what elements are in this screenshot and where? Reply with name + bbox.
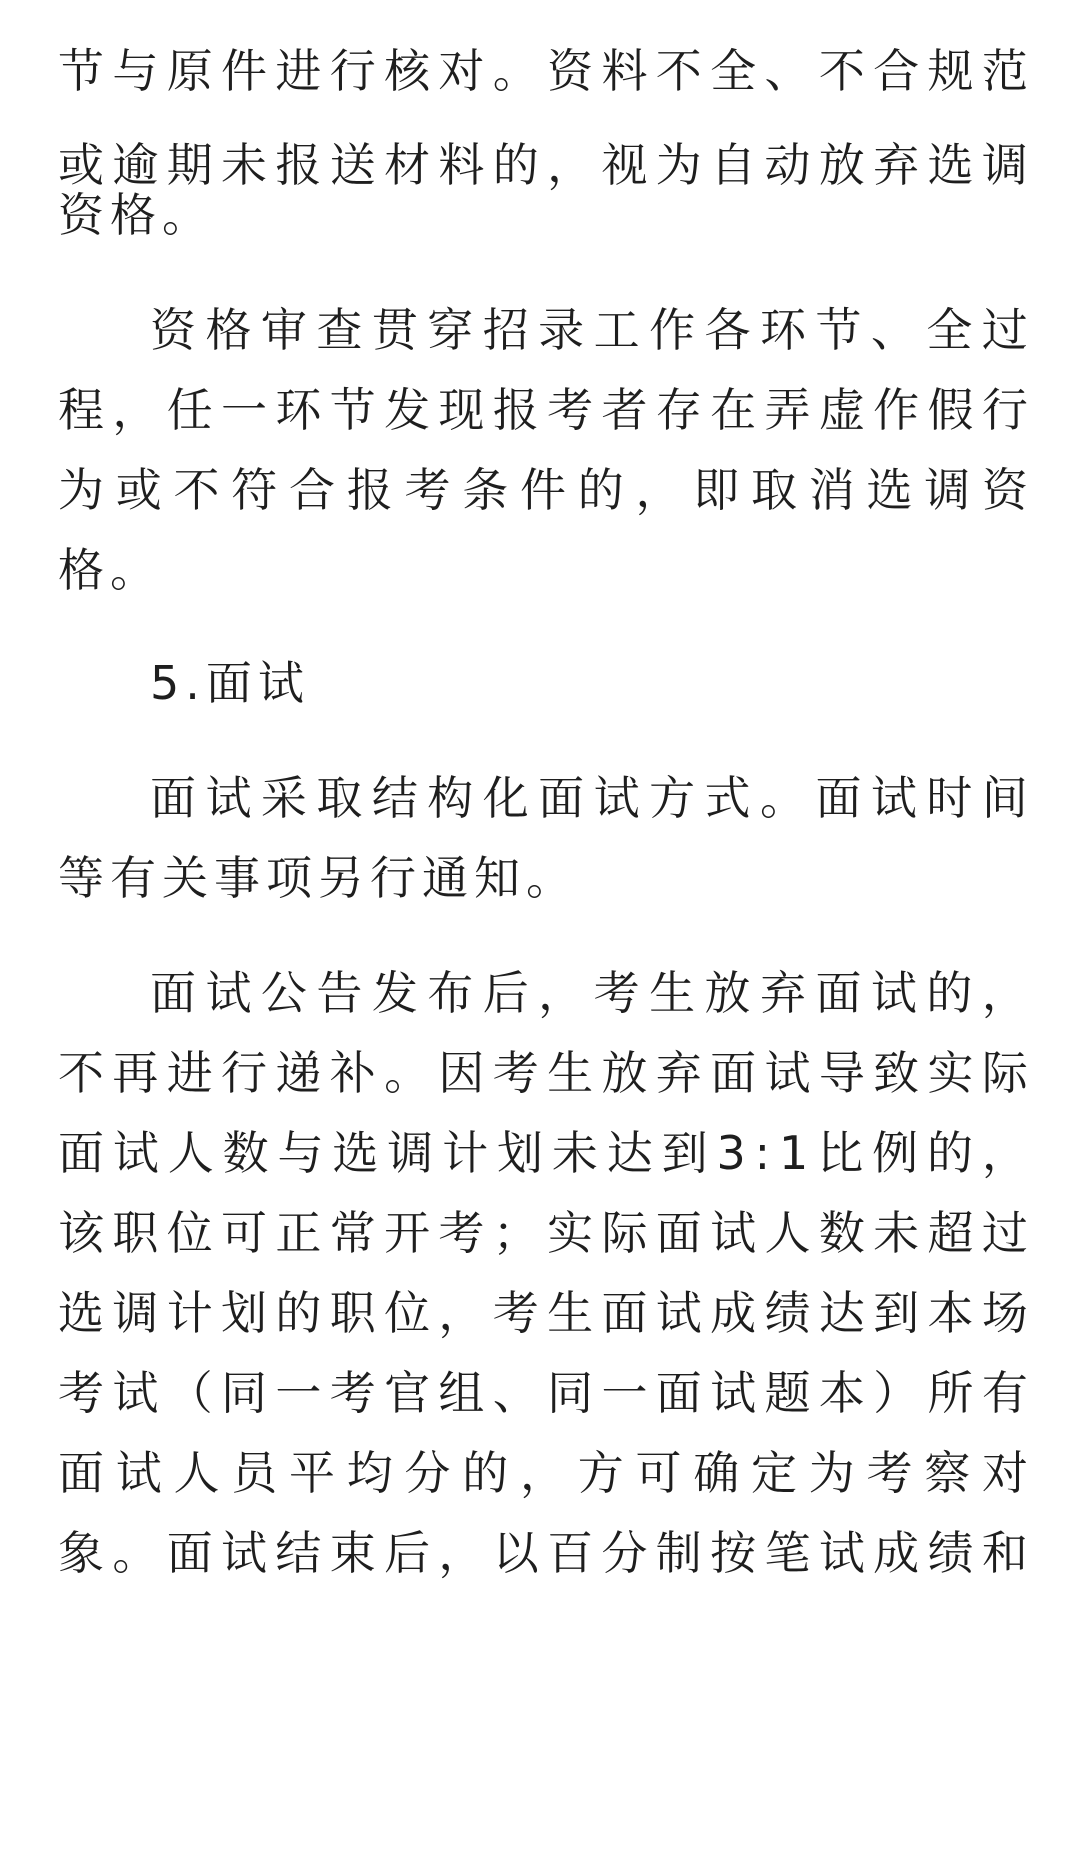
text-line: 资 格 审 查 贯 穿 招 录 工 作 各 环 节 、 全 过 [150,303,1028,357]
text-line: 该 职 位 可 正 常 开 考 ； 实 际 面 试 人 数 未 超 过 [58,1206,1028,1260]
text-line: 为 或 不 符 合 报 考 条 件 的 ， 即 取 消 选 调 资 [58,463,1028,517]
text-line: 节 与 原 件 进 行 核 对 。 资 料 不 全 、 不 合 规 范 [58,44,1028,98]
text-line: 资格。 [58,188,214,242]
text-line: 象 。 面 试 结 束 后 ， 以 百 分 制 按 笔 试 成 绩 和 [58,1526,1028,1580]
text-line: 面 试 人 数 与 选 调 计 划 未 达 到 3 : 1 比 例 的 ， [58,1126,1028,1180]
section-heading: 5.面试 [150,656,310,710]
text-line: 面 试 公 告 发 布 后 ， 考 生 放 弃 面 试 的 ， [150,966,1028,1020]
text-line: 或 逾 期 未 报 送 材 料 的 ， 视 为 自 动 放 弃 选 调 [58,138,1028,192]
text-line: 程 ， 任 一 环 节 发 现 报 考 者 存 在 弄 虚 作 假 行 [58,383,1028,437]
text-line: 考 试 （ 同 一 考 官 组 、 同 一 面 试 题 本 ） 所 有 [58,1366,1028,1420]
text-line: 不 再 进 行 递 补 。 因 考 生 放 弃 面 试 导 致 实 际 [58,1046,1028,1100]
text-line: 格。 [58,543,162,597]
text-line: 面 试 人 员 平 均 分 的 ， 方 可 确 定 为 考 察 对 [58,1446,1028,1500]
text-line: 面 试 采 取 结 构 化 面 试 方 式 。 面 试 时 间 [150,771,1028,825]
text-line: 选 调 计 划 的 职 位 ， 考 生 面 试 成 绩 达 到 本 场 [58,1286,1028,1340]
text-line: 等有关事项另行通知。 [58,851,578,905]
